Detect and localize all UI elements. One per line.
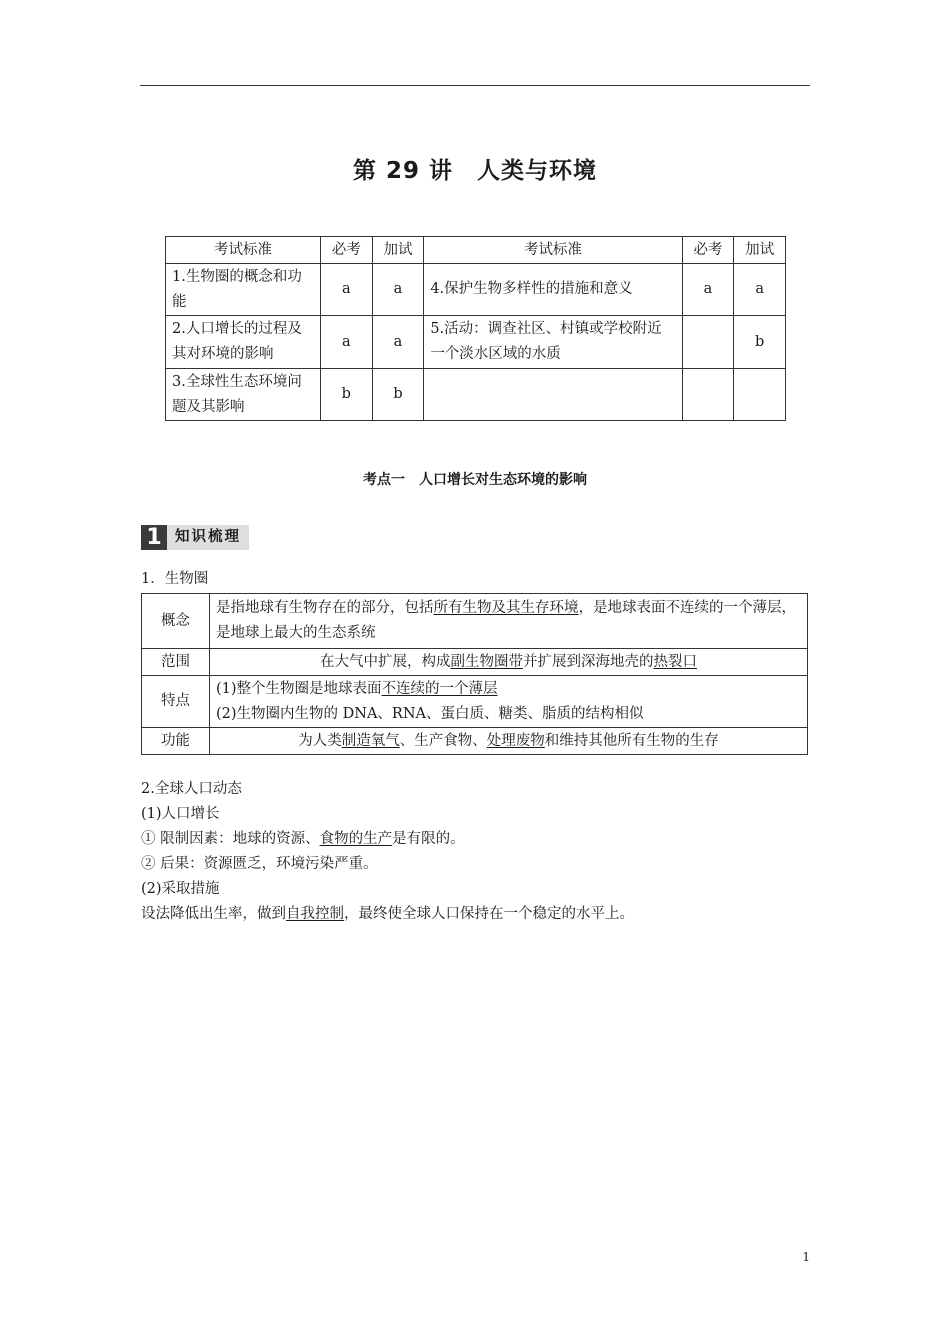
- additional-cell: a: [734, 264, 786, 316]
- function-cell: [210, 728, 808, 755]
- header-standard: 考试标准: [424, 237, 682, 264]
- function-text-2: 、生产食物、: [399, 732, 487, 749]
- header-additional: 加试: [372, 237, 424, 264]
- range-underline-1: 副生物圈带: [450, 653, 523, 670]
- function-label: 功能: [142, 728, 210, 755]
- concept-underline: 所有生物及其生存环境: [433, 600, 579, 616]
- function-underline-2: 处理废物: [486, 732, 545, 749]
- biosphere-heading: 1．生物圈: [141, 571, 209, 587]
- function-underline-1: 制造氧气: [341, 732, 400, 749]
- function-text-3: 和维持其他所有生物的生存: [544, 732, 719, 749]
- badge-number: 1: [141, 525, 167, 550]
- required-cell: [682, 316, 734, 369]
- additional-cell: b: [372, 369, 424, 421]
- header-additional: 加试: [734, 237, 786, 264]
- exam-standards-table: [165, 236, 786, 421]
- table-row: [142, 676, 808, 728]
- range-text-2: 并扩展到深海地壳的: [523, 653, 654, 670]
- measure-text: 设法降低出生率，做到: [141, 906, 286, 922]
- feature-cell: [210, 676, 808, 728]
- item1-underline: 食物的生产: [319, 831, 393, 847]
- standard-cell: [424, 369, 682, 421]
- additional-cell: a: [372, 264, 424, 316]
- range-text: 在大气中扩展，构成: [320, 653, 451, 670]
- required-cell: a: [682, 264, 734, 316]
- population-item1: [141, 827, 465, 851]
- additional-cell: b: [734, 316, 786, 369]
- standard-cell: 2.人口增长的过程及其对环境的影响: [166, 316, 321, 369]
- range-cell: [210, 649, 808, 676]
- additional-cell: a: [372, 316, 424, 369]
- required-cell: a: [321, 316, 373, 369]
- header-standard: 考试标准: [166, 237, 321, 264]
- range-underline-2: 热裂口: [653, 653, 697, 670]
- population-sub2: (2)采取措施: [141, 881, 220, 897]
- header-required: 必考: [682, 237, 734, 264]
- item1-text: ① 限制因素：地球的资源、: [141, 831, 320, 847]
- table-row: [166, 316, 786, 369]
- required-cell: b: [321, 369, 373, 421]
- feature-label: 特点: [142, 676, 210, 728]
- population-measure: [141, 902, 634, 926]
- required-cell: [682, 369, 734, 421]
- table-row: [142, 649, 808, 676]
- knowledge-badge: [141, 525, 249, 550]
- standard-cell: 5.活动：调查社区、村镇或学校附近一个淡水区域的水质: [424, 316, 682, 369]
- table-row: [166, 264, 786, 316]
- concept-label: 概念: [142, 594, 210, 649]
- feature-text: (1)整个生物圈是地球表面: [216, 680, 382, 697]
- page-number: 1: [802, 1250, 810, 1264]
- feature-underline: 不连续的一个薄层: [381, 680, 498, 697]
- biosphere-table: [141, 593, 808, 755]
- additional-cell: [734, 369, 786, 421]
- badge-label: 知识梳理: [167, 525, 249, 550]
- header-rule: [140, 85, 810, 86]
- population-sub1: (1)人口增长: [141, 806, 220, 822]
- function-text: 为人类: [298, 732, 342, 749]
- page-title: 第 29 讲 人类与环境: [352, 158, 598, 184]
- standard-cell: 3.全球性生态环境问题及其影响: [166, 369, 321, 421]
- section-title: 考点一 人口增长对生态环境的影响: [363, 472, 587, 488]
- measure-text-2: ，最终使全球人口保持在一个稳定的水平上。: [344, 906, 634, 922]
- population-heading: 2.全球人口动态: [141, 781, 242, 797]
- table-row: [166, 369, 786, 421]
- required-cell: a: [321, 264, 373, 316]
- measure-underline: 自我控制: [286, 906, 344, 922]
- table-row: [142, 594, 808, 649]
- feature-line-1: [216, 677, 801, 702]
- header-required: 必考: [321, 237, 373, 264]
- table-header-row: [166, 237, 786, 264]
- standard-cell: 1.生物圈的概念和功能: [166, 264, 321, 316]
- concept-cell: [210, 594, 808, 649]
- population-item2: ② 后果：资源匮乏，环境污染严重。: [141, 856, 378, 872]
- table-row: [142, 728, 808, 755]
- concept-text-2: ，是地球表面不连续的一个薄层，是地球上最大的生态系统: [216, 600, 796, 641]
- range-label: 范围: [142, 649, 210, 676]
- feature-line-2: (2)生物圈内生物的 DNA、RNA、蛋白质、糖类、脂质的结构相似: [216, 705, 644, 722]
- item1-text-2: 是有限的。: [392, 831, 465, 847]
- concept-text: 是指地球有生物存在的部分，包括: [216, 600, 434, 616]
- standard-cell: 4.保护生物多样性的措施和意义: [424, 264, 682, 316]
